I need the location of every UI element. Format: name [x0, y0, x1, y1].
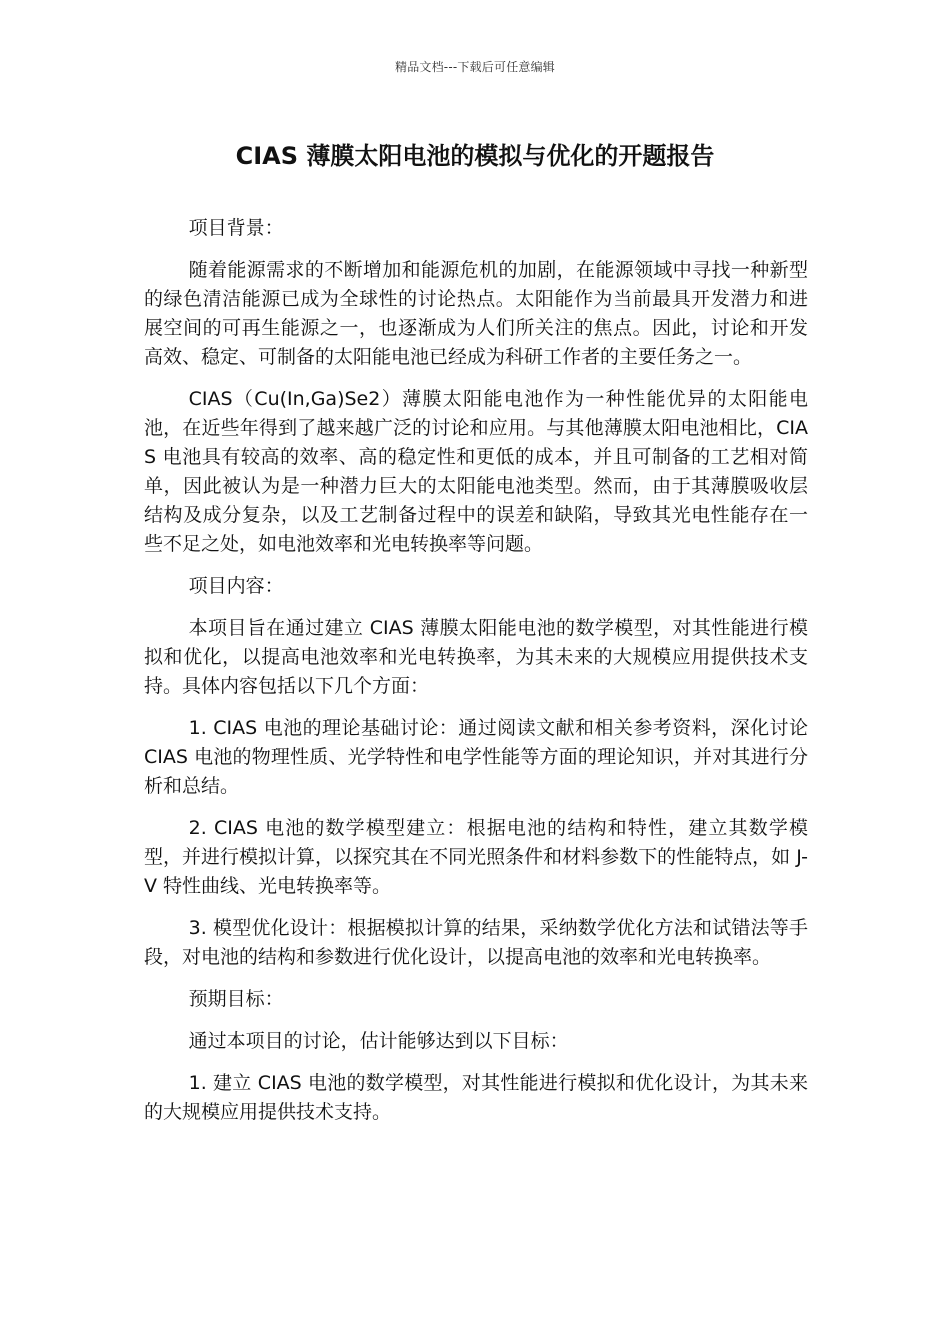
paragraph-goals-item-1: 1. 建立 CIAS 电池的数学模型，对其性能进行模拟和优化设计，为其未来的大规模应用提供技术支持。	[144, 1072, 808, 1123]
paragraph-content-item-3: 3. 模型优化设计：根据模拟计算的结果，采纳数学优化方法和试错法等手段，对电池的结构和参数进行优化设计，以提高电池的效率和光电转换率。	[144, 917, 808, 968]
paragraph-content-intro: 本项目旨在通过建立 CIAS 薄膜太阳能电池的数学模型，对其性能进行模拟和优化，以提高电池效率和光电转换率，为其未来的大规模应用提供技术支持。具体内容包括以下几个方面：	[144, 617, 808, 697]
section-heading-content: 项目内容：	[188, 575, 284, 597]
document-title: CIAS 薄膜太阳电池的模拟与优化的开题报告	[235, 142, 715, 170]
paragraph-content-item-1: 1. CIAS 电池的理论基础讨论：通过阅读文献和相关参考资料，深化讨论 CIAS 电池的物理性质、光学特性和电学性能等方面的理论知识，并对其进行分析和总结。	[144, 717, 808, 797]
paragraph-content-item-2: 2. CIAS 电池的数学模型建立：根据电池的结构和特性，建立其数学模型，并进行模拟计算，以探究其在不同光照条件和材料参数下的性能特点，如 J-V 特性曲线、光电转换率等。	[144, 817, 808, 897]
document-body	[144, 214, 808, 1140]
section-heading-background: 项目背景：	[188, 217, 284, 239]
paragraph-background-1: 随着能源需求的不断增加和能源危机的加剧，在能源领域中寻找一种新型的绿色清洁能源已成为全球性的讨论热点。太阳能作为当前最具开发潜力和进展空间的可再生能源之一，也逐渐成为人们所关注的焦点。因此，讨论和开发高效、稳定、可制备的太阳能电池已经成为科研工作者的主要任务之一。	[144, 259, 808, 368]
paragraph-goals-intro: 通过本项目的讨论，估计能够达到以下目标：	[188, 1030, 569, 1052]
section-heading-goals: 预期目标：	[188, 988, 284, 1010]
header-note: 精品文档---下载后可任意编辑	[395, 60, 555, 74]
paragraph-background-2: CIAS（Cu(In,Ga)Se2）薄膜太阳能电池作为一种性能优异的太阳能电池，在近些年得到了越来越广泛的讨论和应用。与其他薄膜太阳电池相比，CIAS 电池具有较高的效率、高的稳定性和更低的成本，并且可制备的工艺相对简单，因此被认为是一种潜力巨大的太阳能电池类型。然而，由于其薄膜吸收层结构及成分复杂，以及工艺制备过程中的误差和缺陷，导致其光电性能存在一些不足之处，如电池效率和光电转换率等问题。	[144, 388, 808, 555]
